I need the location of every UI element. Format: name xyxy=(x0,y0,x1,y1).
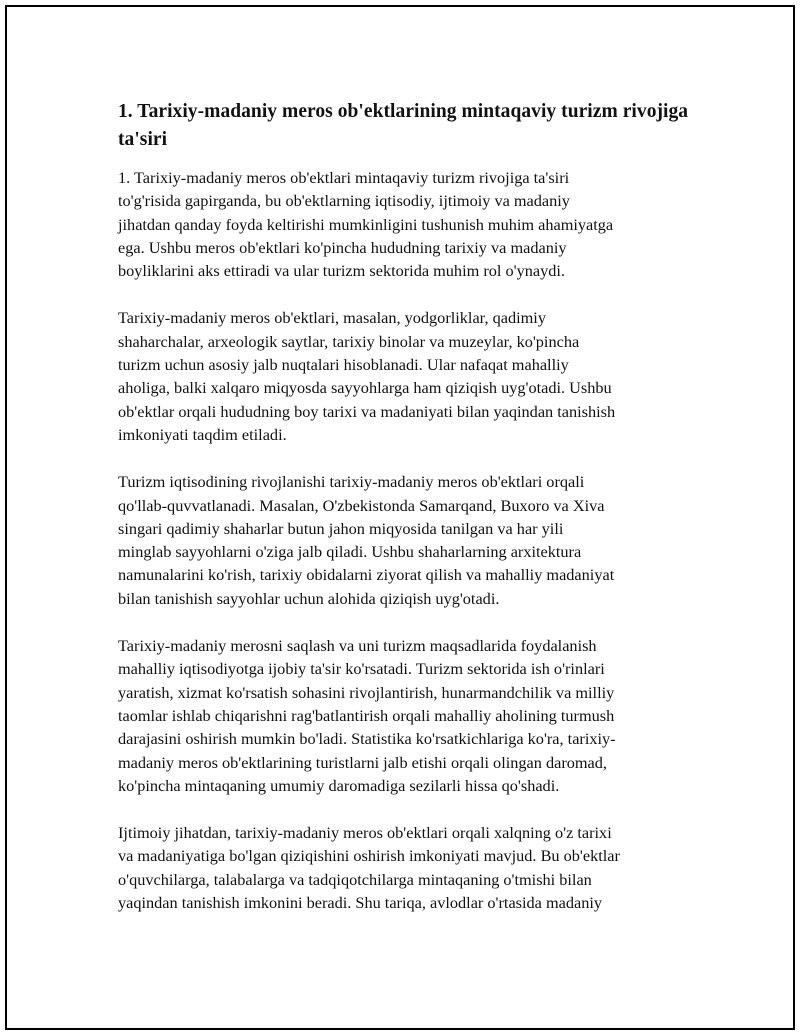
text-line: minglab sayyohlarni o'ziga jalb qiladi. Ushbu shaharlarning arxitektura xyxy=(118,542,582,562)
text-line: aholiga, balki xalqaro miqyosda sayyohlarga ham qiziqish uyg'otadi. Ushbu xyxy=(118,378,612,398)
text-line: madaniy meros ob'ektlarining turistlarni jalb etishi orqali olingan daromad, xyxy=(118,752,607,772)
text-line: jihatdan qanday foyda keltirishi mumkinligini tushunish muhim ahamiyatga xyxy=(118,214,614,234)
text-line: ob'ektlar orqali hududning boy tarixi va madaniyati bilan yaqindan tanishish xyxy=(118,401,616,421)
text-line: yaqindan tanishish imkonini beradi. Shu tariqa, avlodlar o'rtasida madaniy xyxy=(118,893,603,913)
paragraph-2 xyxy=(118,306,698,446)
text-line: bilan tanishish sayyohlar uchun alohida qiziqish uyg'otadi. xyxy=(118,588,500,608)
heading-line: 1. Tarixiy-madaniy meros ob'ektlarining mintaqaviy turizm xyxy=(118,101,618,122)
heading-line: rivojiga ta'siri xyxy=(118,101,689,150)
text-line: o'quvchilarga, talabalarga va tadqiqotchilarga mintaqaning o'tmishi bilan xyxy=(118,869,592,889)
document-body xyxy=(118,98,698,938)
text-line: imkoniyati taqdim etiladi. xyxy=(118,424,287,444)
section-heading xyxy=(118,98,698,154)
text-line: shaharchalar, arxeologik saytlar, tarixiy binolar va muzeylar, ko'pincha xyxy=(118,331,580,351)
text-line: darajasini oshirish mumkin bo'ladi. Statistika ko'rsatkichlariga ko'ra, tarixiy- xyxy=(118,729,616,749)
text-line: ko'pincha mintaqaning umumiy daromadiga sezilarli hissa qo'shadi. xyxy=(118,775,560,795)
text-line: taomlar ishlab chiqarishni rag'batlantirish orqali mahalliy aholining turmush xyxy=(118,705,615,725)
text-line: boyliklarini aks ettiradi va ular turizm sektorida muhim rol o'ynaydi. xyxy=(118,261,565,281)
paragraph-4 xyxy=(118,634,698,797)
paragraph-3 xyxy=(118,470,698,610)
paragraph-1 xyxy=(118,166,698,282)
text-line: Tarixiy-madaniy merosni saqlash va uni turizm maqsadlarida foydalanish xyxy=(118,636,597,656)
text-line: Turizm iqtisodining rivojlanishi tarixiy-madaniy meros ob'ektlari orqali xyxy=(118,472,585,492)
text-line: Ijtimoiy jihatdan, tarixiy-madaniy meros ob'ektlari orqali xalqning o'z tarixi xyxy=(118,823,612,843)
text-line: qo'llab-quvvatlanadi. Masalan, O'zbekistonda Samarqand, Buxoro va Xiva xyxy=(118,495,605,515)
text-line: turizm uchun asosiy jalb nuqtalari hisoblanadi. Ular nafaqat mahalliy xyxy=(118,355,569,375)
paragraph-5 xyxy=(118,821,698,914)
text-line: singari qadimiy shaharlar butun jahon miqyosida tanilgan va har yili xyxy=(118,518,564,538)
text-line: ega. Ushbu meros ob'ektlari ko'pincha hududning tarixiy va madaniy xyxy=(118,237,567,257)
text-line: mahalliy iqtisodiyotga ijobiy ta'sir ko'rsatadi. Turizm sektorida ish o'rinlari xyxy=(118,659,605,679)
text-line: yaratish, xizmat ko'rsatish sohasini rivojlantirish, hunarmandchilik va milliy xyxy=(118,682,615,702)
text-line: va madaniyatiga bo'lgan qiziqishini oshirish imkoniyati mavjud. Bu ob'ektlar xyxy=(118,846,620,866)
text-line: namunalarini ko'rish, tarixiy obidalarni ziyorat qilish va mahalliy madaniyat xyxy=(118,565,615,585)
text-line: to'g'risida gapirganda, bu ob'ektlarning iqtisodiy, ijtimoiy va madaniy xyxy=(118,191,570,211)
document-page xyxy=(5,5,795,1030)
text-line: 1. Tarixiy-madaniy meros ob'ektlari mintaqaviy turizm rivojiga ta'siri xyxy=(118,168,570,187)
text-line: Tarixiy-madaniy meros ob'ektlari, masalan, yodgorliklar, qadimiy xyxy=(118,308,546,328)
